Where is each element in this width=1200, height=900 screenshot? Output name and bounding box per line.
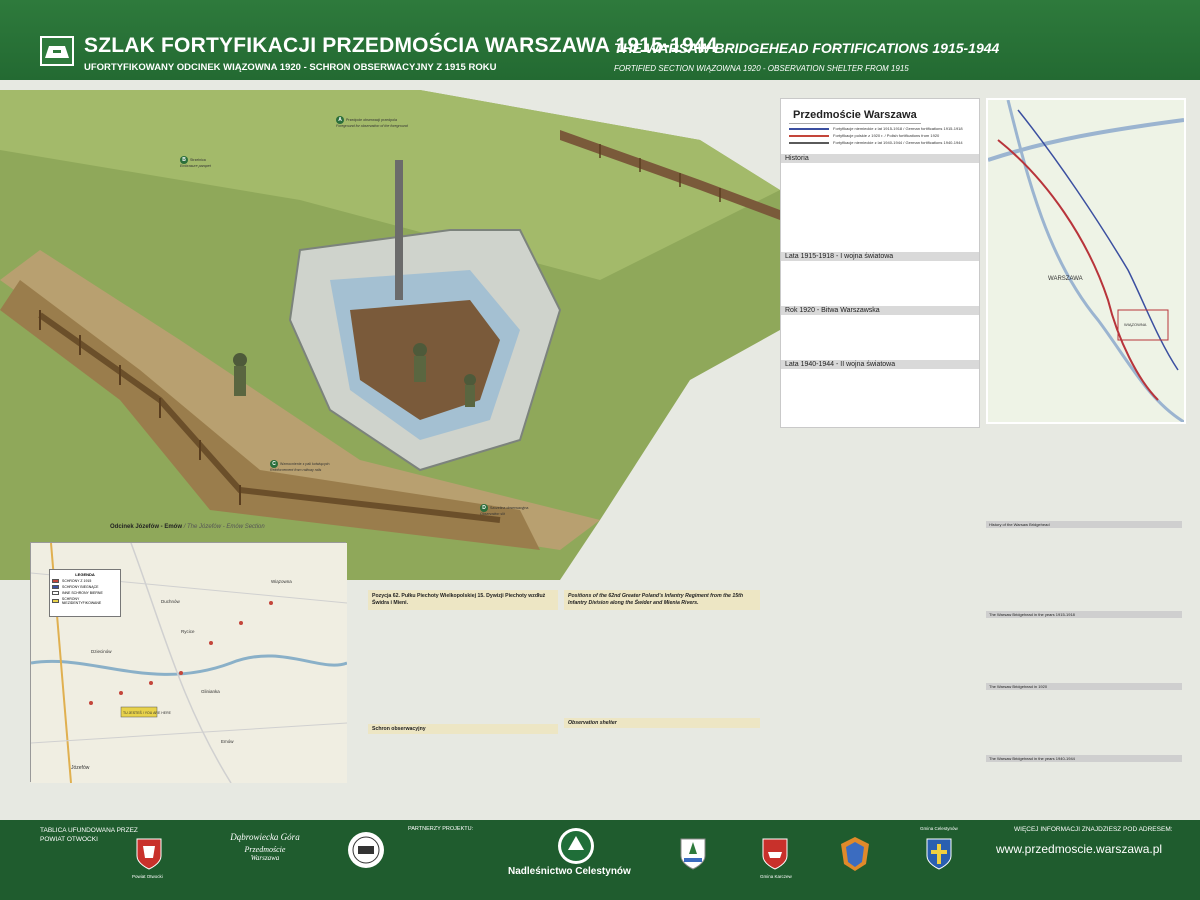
- przedmoscie-panel: [780, 98, 980, 428]
- inset-map: [30, 542, 346, 782]
- footer-funder: TABLICA UFUNDOWANA PRZEZ POWIAT OTWOCKI: [40, 827, 138, 843]
- position-column-pl: [368, 590, 558, 826]
- scene-label-b: B Strzelnica Embrasure parapet: [180, 157, 211, 168]
- website-url[interactable]: www.przedmoscie.warszawa.pl: [996, 842, 1163, 856]
- ww1-text: [781, 263, 979, 303]
- history-text: [781, 165, 979, 249]
- map-label-warszawa: WARSZAWA: [1048, 276, 1083, 282]
- scene-label-c: C Wzmocnienie z pali kotwiących Reinforcement from railway rails: [270, 461, 330, 472]
- map-label-wiazowna: WIĄZOWNA: [1124, 322, 1147, 327]
- otwock-county-crest-icon: [840, 836, 870, 877]
- section-heading: Lata 1940-1944 - II wojna światowa: [781, 360, 979, 369]
- position-text-en: [564, 610, 760, 714]
- map-side-text: [986, 320, 1182, 428]
- more-info-label: WIĘCEJ INFORMACJI ZNAJDZIESZ POD ADRESEM:: [1014, 826, 1173, 833]
- section-heading: Lata 1915-1918 - I wojna światowa: [781, 252, 979, 261]
- svg-text:Glinianka: Glinianka: [201, 689, 220, 694]
- title-pl: SZLAK FORTYFIKACJI PRZEDMOŚCIA WARSZAWA 1915-1944: [84, 34, 718, 57]
- svg-text:Józefów: Józefów: [71, 765, 90, 771]
- section-heading: The Warsaw Bridgehead in the years 1915-1918: [986, 611, 1182, 618]
- main-board: [0, 80, 1200, 820]
- position-text-pl: [368, 610, 558, 720]
- observation-text-pl: [368, 734, 558, 794]
- scene-label-a: A Przedpole obserwacji przedpola Foreground for observation of the foreground: [336, 117, 408, 128]
- observation-text-en: [564, 728, 760, 788]
- inset-legend: LEGENDA SCHRONY Z 1915 SCHRONY BIEGNĄCE INNE SCHRONY BIERNE SCHRONY NIEZIDENTYFIKOWANE: [49, 569, 121, 617]
- svg-text:Emów: Emów: [221, 739, 234, 744]
- section-heading: History of the Warsaw Bridgehead: [986, 521, 1182, 528]
- celestynow-crest-icon: [926, 838, 952, 875]
- svg-text:Wiązowna: Wiązowna: [271, 579, 292, 584]
- przedmoscie-heading: Przedmoście Warszawa: [789, 107, 921, 124]
- ww2-text: [780, 430, 980, 530]
- svg-text:Duchnów: Duchnów: [161, 599, 180, 604]
- you-are-here-label: TU JESTEŚ / YOU ARE HERE: [123, 711, 171, 715]
- observation-heading-pl: Schron obserwacyjny: [368, 724, 558, 734]
- legend-item: Fortyfikacje polskie z 1920 r. / Polish fortifications from 1920: [789, 133, 971, 138]
- header: [0, 0, 1200, 80]
- inset-title: Odcinek Józefów - Emów / The Józefów - Emów Section: [110, 524, 265, 530]
- powiat-label: Powiat Otwocki: [132, 874, 163, 879]
- section-heading: The Warsaw Bridgehead in the years 1940-1944: [986, 755, 1182, 762]
- karczew-crest-icon: [762, 838, 788, 875]
- english-history-column: [986, 518, 1182, 818]
- legend-item: Fortyfikacje niemieckie z lat 1915-1918 / German fortifications 1915-1918: [789, 126, 971, 131]
- section-heading: The Warsaw Bridgehead in 1920: [986, 683, 1182, 690]
- karczew-label: Gmina Karczew: [760, 874, 792, 879]
- dabrowiecka-gora-logo: Dąbrowiecka Góra Przedmoście Warszawa: [230, 832, 300, 862]
- fort-association-logo-icon: [346, 830, 386, 875]
- nadlesnictwo-label: Nadleśnictwo Celestynów: [508, 866, 631, 877]
- position-heading-pl: Pozycja 62. Pułku Piechoty Wielkopolskiej 15. Dywizji Piechoty wzdłuż Świdra i Mieni.: [368, 590, 558, 610]
- partners-label: PARTNERZY PROJEKTU:: [408, 826, 474, 832]
- lasy-panstwowe-logo-icon: [556, 826, 596, 871]
- scene-label-d: D Szczelina obserwacyjna Observation slit: [480, 505, 529, 516]
- celestynow-label: Gmina Celestynów: [920, 826, 958, 831]
- subtitle-en: FORTIFIED SECTION WIĄZOWNA 1920 - OBSERVATION SHELTER FROM 1915: [614, 64, 909, 73]
- bunker-illustration: [0, 80, 780, 580]
- jozefow-crest-icon: [680, 838, 706, 875]
- 1920-text: [781, 317, 979, 357]
- svg-text:Rycice: Rycice: [181, 629, 195, 634]
- section-heading: Historia: [781, 154, 979, 163]
- subtitle-pl: UFORTYFIKOWANY ODCINEK WIĄZOWNA 1920 - SCHRON OBSERWACYJNY Z 1915 ROKU: [84, 62, 497, 73]
- svg-text:Dziecinów: Dziecinów: [91, 649, 112, 654]
- section-heading: Rok 1920 - Bitwa Warszawska: [781, 306, 979, 315]
- legend-item: Fortyfikacje niemieckie z lat 1940-1944 / German fortifications 1940-1944: [789, 140, 971, 145]
- powiat-otwocki-crest-icon: [136, 838, 162, 875]
- bunker-logo-icon: [40, 36, 74, 66]
- position-column-en: [564, 590, 760, 826]
- title-en: THE WARSAW BRIDGEHEAD FORTIFICATIONS 1915-1944: [614, 40, 1000, 56]
- observation-heading-en: Observation shelter: [564, 718, 760, 728]
- position-heading-en: Positions of the 62nd Greater Poland's Infantry Regiment from the 15th Infantry Division along the Świder and Mienia Rivers.: [564, 590, 760, 610]
